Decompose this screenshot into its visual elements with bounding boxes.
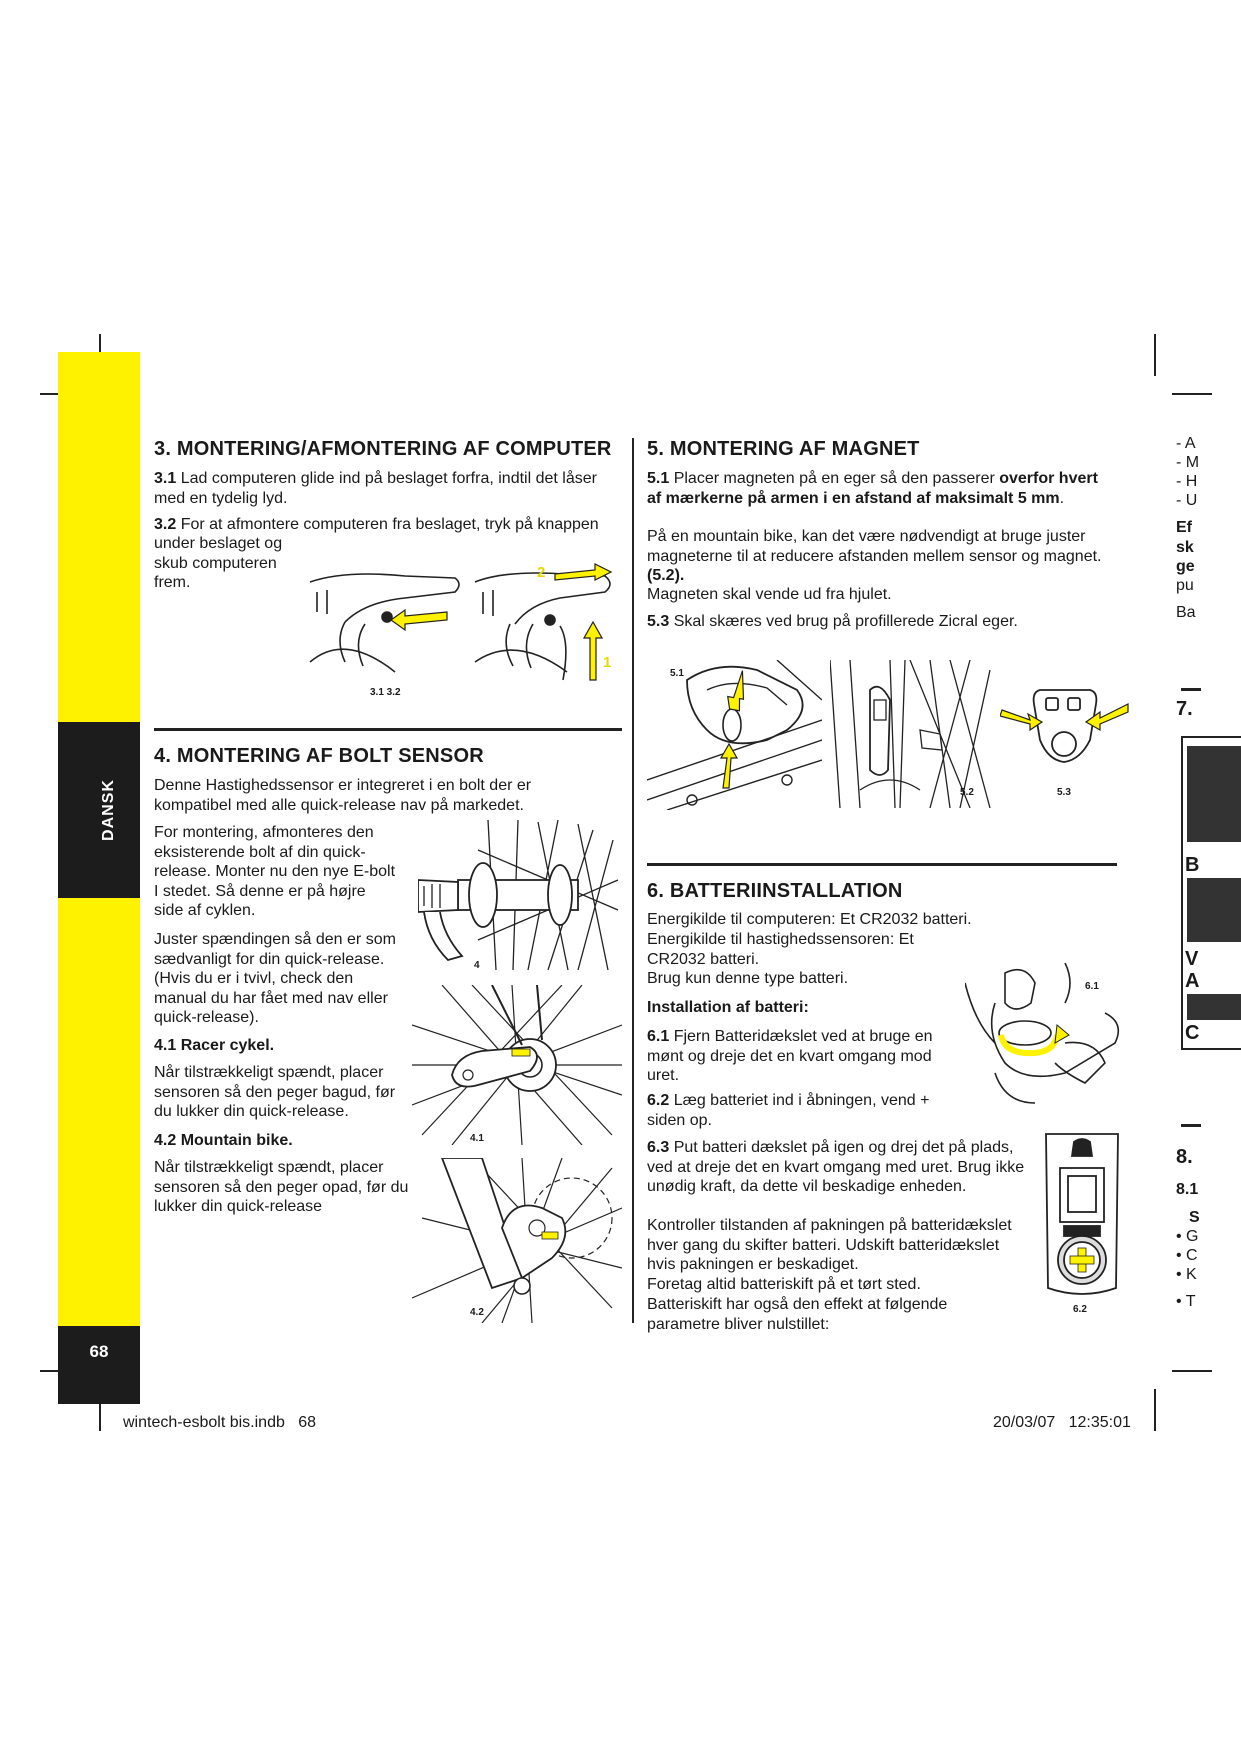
crop-mark: [1154, 334, 1156, 376]
section-5-title: 5. MONTERING AF MAGNET: [647, 438, 920, 460]
fragment-bullet-4: • T: [1176, 1293, 1196, 1310]
fragment-letter-s: S: [1189, 1209, 1200, 1226]
section-6-install-heading: Installation af batteri:: [647, 999, 809, 1016]
fragment-plain-2: Ba: [1176, 604, 1196, 621]
section-divider: [154, 728, 622, 731]
section-4-title: 4. MONTERING AF BOLT SENSOR: [154, 745, 484, 767]
fragment-box-letter-c: C: [1185, 1022, 1200, 1044]
page-number-box: [58, 1326, 140, 1404]
footer-timestamp: 20/03/07 12:35:01: [993, 1414, 1131, 1431]
fragment-dash-3: - H: [1176, 473, 1198, 490]
section-4-mount-text: For montering, afmonteres den eksisterende bolt af din quick-release. Monter nu den nye E-bolt I stedet. Så denne er på højre side af cyklen.: [154, 824, 396, 919]
fragment-bullet-1: • G: [1176, 1228, 1199, 1245]
section-5-3-text: Magneten skal vende ud fra hjulet.: [647, 586, 892, 603]
column-divider: [632, 438, 634, 1323]
fragment-box-letter-a: A: [1185, 970, 1200, 992]
section-3-2-line: 3.2 For at afmontere computeren fra beslaget, tryk på knappen: [154, 516, 599, 533]
section-4-2-text: Når tilstrækkeligt spændt, placer sensoren så den peger opad, før du lukker din quick-release: [154, 1159, 409, 1215]
section-5-2-text: På en mountain bike, kan det være nødvendigt at bruge juster magneterne til at reducere afstanden mellem sensor og magnet. (5.2).: [647, 528, 1102, 584]
fragment-dash-2: - M: [1176, 454, 1200, 471]
language-label: DANSK: [100, 779, 117, 841]
fragment-rule: [1181, 1124, 1201, 1127]
fragment-diagram-block: [1187, 746, 1241, 842]
section-3-2-rest: under beslaget og skub computeren frem.: [154, 535, 283, 591]
figure-6-1-coin: [965, 963, 1125, 1108]
fragment-section-7: 7.: [1176, 698, 1193, 720]
section-4-2-heading: 4.2 Mountain bike.: [154, 1132, 293, 1149]
fragment-diagram-block: [1187, 994, 1241, 1020]
figure-6-1-label: 6.1: [1085, 981, 1099, 992]
section-5-4-text: 5.3 Skal skæres ved brug på profillerede Zicral eger.: [647, 613, 1018, 630]
section-divider: [647, 863, 1117, 866]
section-6-3-text: 6.3 Put batteri dækslet på igen og drej det på plads, ved at dreje det en kvart omgang med uret. Brug ikke unødig kraft, da dette vil beskadige enheden.: [647, 1139, 1025, 1195]
section-4-1-heading: 4.1 Racer cykel.: [154, 1037, 275, 1054]
section-4-intro: Denne Hastighedssensor er integreret i en bolt der er kompatibel med alle quick-release nav på markedet.: [154, 777, 532, 814]
fragment-diagram-block: [1187, 878, 1241, 942]
section-6-3-dry: Foretag altid batteriskift på et tørt sted.: [647, 1276, 921, 1293]
section-6-power-computer: Energikilde til computeren: Et CR2032 batteri.: [647, 911, 972, 928]
figure-4-2-label: 4.2: [470, 1307, 484, 1318]
figure-4-bolt-hub: [418, 820, 623, 970]
section-3-1-text: 3.1 Lad computeren glide ind på beslaget forfra, indtil det låser med en tydelig lyd.: [154, 470, 597, 507]
figure-5-2-label: 5.2: [960, 787, 974, 798]
fragment-box-letter-b: B: [1185, 854, 1200, 876]
section-6-1-text: 6.1 Fjern Batteridækslet ved at bruge en mønt og dreje det en kvart omgang mod uret.: [647, 1028, 933, 1084]
figure-4-label: 4: [474, 960, 480, 971]
fragment-bold-1: Ef: [1176, 519, 1192, 536]
section-6-3-reset: Batteriskift har også den effekt at følgende parametre bliver nulstillet:: [647, 1296, 948, 1333]
language-tab: [58, 722, 140, 898]
page-number: 68: [89, 1342, 109, 1361]
section-6-battery-type: Brug kun denne type batteri.: [647, 970, 849, 987]
figure-6-2-battery: [1040, 1128, 1125, 1303]
section-4-1-text: Når tilstrækkeligt spændt, placer sensoren så den peger bagud, før du lukker din quick-release.: [154, 1064, 396, 1120]
next-page-fragment: [1175, 0, 1241, 1754]
section-6-title: 6. BATTERIINSTALLATION: [647, 880, 903, 902]
fragment-plain-1: pu: [1176, 577, 1194, 594]
figure-6-2-label: 6.2: [1073, 1304, 1087, 1315]
fragment-rule: [1181, 688, 1201, 691]
footer-file-name: wintech-esbolt bis.indb 68: [123, 1414, 316, 1431]
section-3-title: 3. MONTERING/AFMONTERING AF COMPUTER: [154, 438, 612, 460]
fragment-bullet-2: • C: [1176, 1247, 1198, 1264]
figure-5-3-zicral: [1000, 680, 1130, 780]
section-6-2-text: 6.2 Læg batteriet ind i åbningen, vend + siden op.: [647, 1092, 930, 1129]
figure-5-2-magnet-mtb: [830, 660, 995, 808]
fragment-section-8: 8.: [1176, 1146, 1193, 1168]
figure-5-1-magnet: [647, 660, 822, 810]
fragment-bullet-3: • K: [1176, 1266, 1197, 1283]
section-6-3-gasket: Kontroller tilstanden af pakningen på batteridækslet hver gang du skifter batteri. Udskift batteridækslet hvis pakningen er beskadiget.: [647, 1217, 1012, 1273]
fragment-bold-3: ge: [1176, 558, 1195, 575]
figure-5-3-label: 5.3: [1057, 787, 1071, 798]
figure-3-computer-mount: [305, 562, 620, 684]
figure-4-1-racer: [412, 985, 622, 1145]
section-4-adjust-text: Juster spændingen så den er som sædvanligt for din quick-release. (Hvis du er i tvivl, check den manual du har fået med nav eller quick-release).: [154, 931, 396, 1026]
figure-4-2-mountain: [412, 1158, 622, 1323]
figure-5-1-label: 5.1: [670, 668, 684, 679]
figure-3-step-2: 2: [537, 564, 546, 581]
fragment-box-letter-v: V: [1185, 948, 1199, 970]
section-5-1-text: 5.1 Placer magneten på en eger så den passerer overfor hvert af mærkerne på armen i en afstand af maksimalt 5 mm.: [647, 470, 1098, 507]
fragment-dash-1: - A: [1176, 435, 1196, 452]
fragment-diagram-box: [1181, 736, 1241, 1050]
fragment-section-8-1: 8.1: [1176, 1181, 1199, 1198]
figure-4-1-label: 4.1: [470, 1133, 484, 1144]
fragment-dash-4: - U: [1176, 492, 1198, 509]
section-6-power-sensor: Energikilde til hastighedssensoren: Et CR2032 batteri.: [647, 931, 914, 968]
figure-3-step-1: 1: [603, 654, 612, 671]
crop-mark: [1154, 1389, 1156, 1431]
fragment-bold-2: sk: [1176, 539, 1194, 556]
figure-3-label: 3.1 3.2: [370, 687, 401, 698]
